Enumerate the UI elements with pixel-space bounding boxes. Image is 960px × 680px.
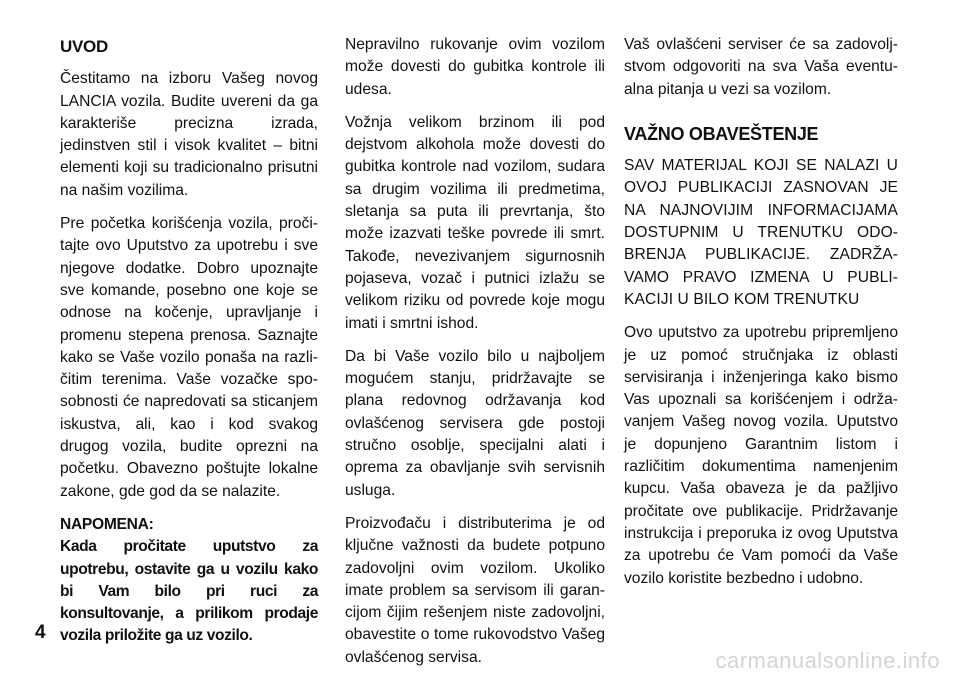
paragraph-maintenance: Da bi Vaše vozilo bilo u najboljem mogućem stanju, pridržavajte se plana redovnog održavanja kod ovlašćenog servisera gde postoji stručno osoblje, specijalni alati i oprema za obavljanje svih servisnih usluga. (345, 347, 605, 499)
paragraph-service: Vaš ovlašćeni serviser će sa zadovoljstvom odgovoriti na sva Vaša eventualna pitanja u vezi sa vozilom. (624, 36, 898, 98)
section-heading-uvod: UVOD (60, 37, 108, 56)
paragraph-before-use: Pre početka korišćenja vozila, pročitajte ovo Uputstvo za upotrebu i sve njegove dodatke. Dobro upoznajte sve komande, posebno one koje se odnose na kočenje, upravljanje i promenu stepena prenosa. Saznajte kako se Vaše vozilo ponaša na različitim terenima. Vaše vozačke sposobnosti će napredovati sa sticanjem iskustva, ali, kao i kod svakog drugog vozila, budite oprezni na početku. Obavezno poštujte lokalne zakone, gde god da se nalazite. (60, 215, 318, 500)
note-text: Kada pročitate uputstvo za upotrebu, ostavite ga u vozilu kako bi Vam bilo pri ruci za konsultovanje, a prilikom prodaje vozila priložite ga uz vozilo. (60, 538, 318, 645)
page-number: 4 (35, 622, 46, 643)
watermark-text: carmanualsonline.info (715, 648, 940, 673)
column-left (60, 34, 318, 648)
paragraph-speed-warning: Vožnja velikom brzinom ili pod dejstvom alkohola može dovesti do gubitka kontrole nad vozilom, sudara sa drugim vozilima ili predmetima, sletanja sa puta ili prevrtanja, što može izazvati teške povrede ili smrt. Takođe, nevezivanjem sigurnosnih pojaseva, vozač i putnici izlažu se velikom riziku od povrede koje mogu imati i smrtni ishod. (345, 113, 605, 332)
column-middle (345, 34, 605, 680)
paragraph-notice-uppercase: SAV MATERIJAL KOJI SE NALAZI U OVOJ PUBLIKACIJI ZASNOVAN JE NA NAJNOVIJIM INFORMACIJAMA DOSTUPNIM U TRENUTKU ODOBRENJA PUBLIKACIJE. ZADRŽAVAMO PRAVO IZMENA U PUBLIKACIJI U BILO KOM TRENUTKU (624, 157, 898, 308)
note-heading: NAPOMENA: (60, 515, 154, 533)
paragraph-intro: Čestitamo na izboru Vašeg novog LANCIA vozila. Budite uvereni da ga karakteriše precizna izrada, jedinstven stil i visok kvalitet – bitni elementi koji su tradicionalno prisutni na našim vozilima. (60, 70, 318, 199)
paragraph-satisfaction: Proizvođaču i distributerima je od ključne važnosti da budete potpuno zadovoljni ovim vozilom. Ukoliko imate problem sa servisom ili garancijom čijim rešenjem niste zadovoljni, obavestite o tome rukovodstvo Vašeg ovlašćenog servisa. (345, 514, 605, 666)
paragraph-manual-info: Ovo uputstvo za upotrebu pripremljeno je uz pomoć stručnjaka iz oblasti servisiranja i inženjeringa kako bismo Vas upoznali sa korišćenjem i održavanjem Vašeg novog vozila. Uputstvo je dopunjeno Garantnim listom i različitim dokumentima namenjenim kupcu. Vaša obaveza je da pažljivo pročitate ove publikacije. Pridržavanje instrukcija i preporuka iz ovog Uputstva za upotrebu će Vam pomoći da Vaše vozilo koristite bezbedno i udobno. (624, 324, 898, 587)
section-heading-important-notice: VAŽNO OBAVEŠTENJE (624, 123, 819, 144)
column-right (624, 34, 898, 601)
paragraph-improper-handling: Nepravilno rukovanje ovim vozilom može dovesti do gubitka kontrole ili udesa. (345, 36, 605, 98)
